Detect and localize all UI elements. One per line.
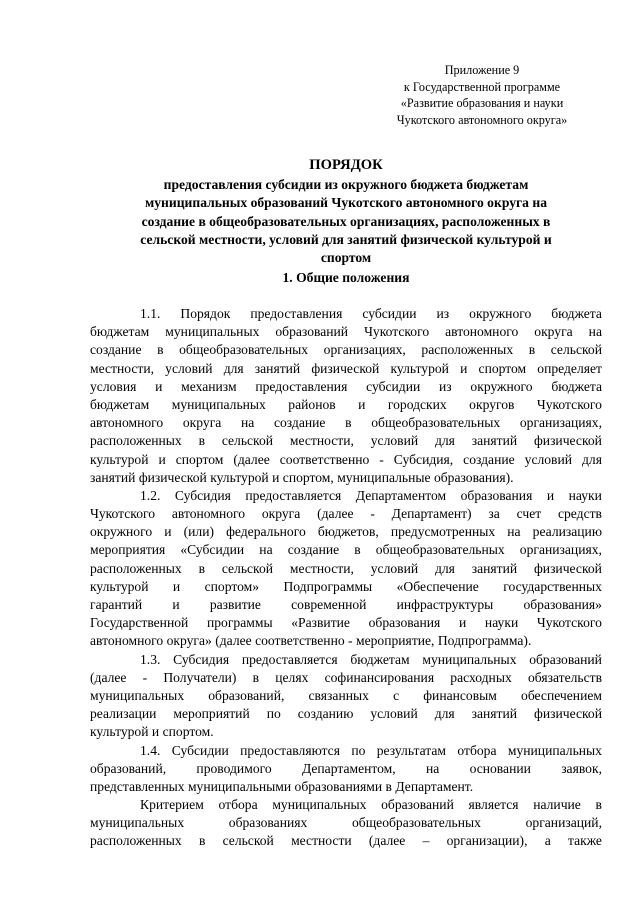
title-line: спортом [320, 250, 372, 266]
word: условий [370, 560, 419, 576]
word: 1.4. [140, 742, 161, 758]
word: счет [516, 506, 542, 522]
word: автономного [171, 506, 246, 522]
word: в [385, 778, 396, 794]
word: (далее [368, 833, 406, 849]
text-line [90, 487, 602, 505]
word: организации), [446, 833, 528, 849]
text-line [90, 323, 602, 341]
word: предоставления [255, 378, 348, 394]
word: образований [381, 797, 454, 813]
word: средств [557, 506, 602, 522]
word: на [240, 415, 255, 431]
word: образования» [523, 597, 602, 612]
word: (далее [317, 506, 354, 522]
word: субсидии [366, 378, 421, 394]
word: в [198, 833, 206, 849]
word: Чукотского [536, 396, 602, 412]
word: местности, [90, 360, 155, 376]
word: мероприятия [90, 542, 166, 558]
word: культурой [90, 451, 149, 467]
word: муниципальных [507, 742, 602, 758]
word: муниципальных [422, 651, 517, 667]
word: общеобразовательных [375, 542, 505, 558]
word: развитие [209, 597, 261, 612]
word: 1.2. [140, 487, 161, 503]
word: «Обеспечение [396, 578, 479, 594]
word: «Развитие [291, 615, 350, 631]
word: создание [287, 542, 340, 558]
word: муниципальные [337, 469, 434, 485]
text-line [90, 523, 602, 541]
title-line: предоставления субсидии из окружного бюджета бюджетам [163, 177, 529, 193]
word: спортом. [162, 724, 214, 740]
word: представленных [90, 778, 188, 794]
appendix-line: Чукотского автономного округа» [396, 112, 568, 127]
word: расположенных [90, 833, 182, 849]
text-line [90, 832, 602, 850]
word: автономного [90, 633, 167, 649]
word: и [155, 378, 163, 394]
word: Чукотского [90, 506, 156, 522]
text-line [90, 669, 602, 687]
word: заявок, [561, 760, 602, 776]
body-text [90, 305, 602, 851]
word: отбора [457, 742, 497, 758]
word: спортом, [282, 469, 338, 485]
word: на [425, 760, 440, 776]
word: Департаментом [355, 487, 447, 503]
word: спортом [478, 360, 527, 376]
word: бюджетов, [317, 524, 379, 540]
word: (или) [183, 524, 214, 540]
word: - [370, 506, 375, 522]
word: муниципальных [90, 815, 185, 831]
word: проводимого [196, 760, 272, 776]
word: предусмотренных [390, 524, 496, 540]
word: местности, [289, 433, 354, 449]
word: соответственно [279, 451, 370, 467]
word: физической [311, 360, 380, 376]
word: в [252, 669, 260, 685]
word: культурой [90, 724, 152, 740]
word: мероприятий [173, 706, 250, 722]
word: занятий [471, 706, 518, 722]
word: условий [524, 451, 573, 467]
text-line [90, 341, 602, 359]
word: государственных [503, 578, 602, 594]
word: сельской [221, 433, 274, 449]
word: по [266, 706, 281, 722]
word: современной [291, 597, 367, 612]
word: в [595, 797, 602, 813]
word: образований [275, 324, 349, 340]
word: городских [387, 396, 447, 412]
word: Субсидия [173, 651, 230, 667]
word: на [507, 524, 521, 540]
word: округа [182, 415, 222, 431]
word: создание [463, 451, 515, 467]
text-line [90, 451, 602, 469]
word: бюджетам [90, 396, 150, 412]
text-line [90, 651, 602, 669]
word: инфраструктуры [396, 597, 494, 612]
text-line [90, 760, 602, 778]
word: субсидии [362, 306, 417, 321]
text-line [90, 414, 602, 432]
word: сельской [222, 833, 274, 849]
word: образованиями [294, 778, 386, 794]
title-heading: ПОРЯДОК [309, 157, 383, 173]
text-line [90, 814, 602, 832]
text-line [90, 742, 602, 760]
word: бюджета [551, 378, 602, 394]
word: финансовым [423, 687, 497, 703]
word: в [528, 342, 536, 358]
word: занятий [90, 469, 139, 485]
word: окружного [469, 306, 532, 321]
word: организациях, [519, 415, 602, 431]
word: - [348, 633, 356, 649]
word: созданию [297, 706, 354, 722]
word: округа» [166, 633, 216, 649]
word: предоставления [250, 306, 343, 321]
word: муниципальных [165, 324, 260, 340]
word: Департамент. [395, 778, 474, 794]
word: Субсидии [171, 742, 229, 758]
word: в [157, 342, 164, 358]
text-line [90, 578, 602, 596]
text-line [90, 687, 602, 705]
text-line [90, 796, 602, 814]
word: расположенных [90, 560, 182, 576]
word: соответственно [255, 633, 349, 649]
word: сельской [221, 560, 274, 576]
word: по [351, 742, 366, 758]
word: 1.3. [140, 651, 161, 667]
word: обязательств [527, 669, 602, 685]
word: определяет [537, 360, 602, 376]
text-line [90, 378, 602, 396]
word: для [434, 560, 455, 576]
word: культурой [90, 578, 149, 594]
word: образования [368, 615, 441, 631]
word: расположенных [90, 433, 182, 449]
text-line [90, 560, 602, 578]
word: Чукотского [536, 615, 602, 631]
word: мероприятие, [355, 633, 438, 649]
word: занятий [471, 560, 518, 576]
word: физической [533, 433, 602, 449]
word: (далее [90, 669, 127, 685]
word: культурой [210, 469, 273, 485]
word: образованиях [228, 815, 308, 831]
word: общеобразовательных [179, 342, 309, 358]
word: образований, [208, 687, 285, 703]
word: и [151, 724, 163, 740]
word: и [172, 578, 181, 594]
word: организаций, [525, 815, 602, 831]
text-line [90, 705, 602, 723]
word: для [434, 433, 455, 449]
word: физической [533, 560, 602, 576]
word: предоставляются [240, 742, 340, 758]
word: - [379, 451, 384, 467]
word: округа [261, 506, 301, 522]
word: для [223, 360, 244, 376]
word: условий [165, 360, 213, 376]
word: условия [90, 378, 137, 394]
word: предоставляется [241, 651, 338, 667]
text-line [90, 723, 602, 741]
word: с [393, 687, 400, 703]
word: образования). [433, 469, 514, 485]
word: округа [534, 324, 573, 340]
word: и [460, 360, 468, 376]
text-line [90, 432, 602, 450]
word: бюджетам [90, 324, 150, 340]
word: физической [534, 706, 602, 722]
word: из [439, 378, 452, 394]
word: Государственной [90, 615, 189, 631]
word: в [345, 415, 352, 431]
word: образования [460, 487, 533, 503]
word: образований [529, 651, 602, 667]
word: Чукотского [364, 324, 430, 340]
document-title [90, 156, 602, 267]
word: для [434, 706, 455, 722]
word: связанных [308, 687, 369, 703]
word: результатам [376, 742, 447, 758]
word: основании [469, 760, 531, 776]
word: Подпрограмма). [437, 633, 532, 649]
word: на [588, 324, 602, 340]
word: организациях, [519, 542, 602, 558]
word: в [198, 433, 205, 449]
word: реализации [90, 706, 157, 722]
text-line [90, 396, 602, 414]
text-line [90, 614, 602, 632]
text-line [90, 305, 602, 323]
word: условий [370, 433, 419, 449]
word: муниципальных [272, 797, 367, 813]
word: и [164, 524, 172, 540]
word: образований, [90, 760, 167, 776]
word: муниципальных [171, 396, 266, 412]
title-line: создание в общеобразовательных организациях, расположенных в [141, 213, 551, 229]
section-heading: 1. Общие положения [282, 270, 410, 285]
word: Получатели) [163, 669, 237, 685]
text-line [90, 632, 602, 650]
word: обеспечением [521, 687, 602, 703]
text-line [90, 596, 602, 614]
text-line [90, 541, 602, 559]
text-line [90, 469, 602, 487]
word: также [567, 833, 602, 849]
word: (далее [215, 633, 256, 649]
appendix-note [382, 62, 582, 128]
word: бюджетам [350, 651, 410, 667]
word: отбора [218, 797, 258, 813]
text-line [90, 778, 602, 796]
word: культурой [390, 360, 449, 376]
title-line: муниципальных образований Чукотского автономного округа на [144, 195, 547, 211]
word: предоставляется [245, 487, 342, 503]
word: местности [291, 833, 352, 849]
word: в [354, 542, 361, 558]
word: общеобразовательных [351, 815, 481, 831]
word: условий [370, 706, 418, 722]
word: организациях, [323, 342, 406, 358]
word: общеобразовательных [371, 415, 501, 431]
word: и [158, 451, 166, 467]
word: и [172, 597, 180, 612]
word: округов [469, 396, 515, 412]
word: окружного [470, 378, 533, 394]
word: софинансирования [324, 669, 435, 685]
word: сельской [550, 342, 602, 358]
word: механизм [181, 378, 237, 394]
word: реализацию [532, 524, 602, 540]
word: Департамент) [391, 506, 472, 522]
word: местности, [289, 560, 354, 576]
word: Критерием [140, 797, 204, 813]
word: автономного [90, 415, 164, 431]
word: Департаментом, [301, 760, 396, 776]
word: спортом» [204, 578, 260, 594]
word: наличие [533, 797, 581, 813]
word: - [142, 669, 148, 685]
word: в [198, 560, 205, 576]
word: муниципальных [90, 687, 185, 703]
appendix-line: «Развитие образования и науки [400, 96, 564, 110]
word: – [422, 833, 430, 849]
word: районов [288, 396, 336, 412]
word: спортом [175, 451, 224, 467]
word: автономного [445, 324, 519, 340]
word: занятий [471, 433, 518, 449]
word: а [544, 833, 551, 849]
word: для [582, 451, 602, 467]
word: физической [138, 469, 211, 485]
word: «Субсидии [180, 542, 245, 558]
word: из [436, 306, 450, 321]
word: бюджета [551, 306, 602, 321]
word: Подпрограммы [283, 578, 373, 594]
word: создание [90, 342, 142, 358]
word: муниципальными [187, 778, 295, 794]
word: за [488, 506, 500, 522]
word: на [259, 542, 273, 558]
appendix-line: Приложение 9 [444, 63, 520, 77]
word: Субсидия [174, 487, 231, 503]
appendix-line: к Государственной программе [403, 79, 561, 94]
word: (далее [233, 451, 270, 467]
word: Субсидия, [393, 451, 454, 467]
title-line: сельской местности, условий для занятий физической культурой и [140, 231, 552, 247]
word: 1.1. [140, 306, 161, 321]
word: науки [568, 487, 602, 503]
word: является [468, 797, 519, 813]
word: создание [273, 415, 326, 431]
word: и [358, 396, 366, 412]
text-line [90, 505, 602, 523]
word: федерального [226, 524, 306, 540]
word: и [458, 615, 467, 631]
word: расположенных [421, 342, 514, 358]
word: расходных [450, 669, 512, 685]
word: Порядок [180, 306, 231, 321]
word: науки [484, 615, 519, 631]
word: программы [206, 615, 273, 631]
word: и [272, 469, 283, 485]
word: целях [275, 669, 309, 685]
word: занятий [254, 360, 301, 376]
word: окружного [90, 524, 153, 540]
text-line [90, 360, 602, 378]
word: и [546, 487, 555, 503]
word: гарантий [90, 597, 143, 612]
